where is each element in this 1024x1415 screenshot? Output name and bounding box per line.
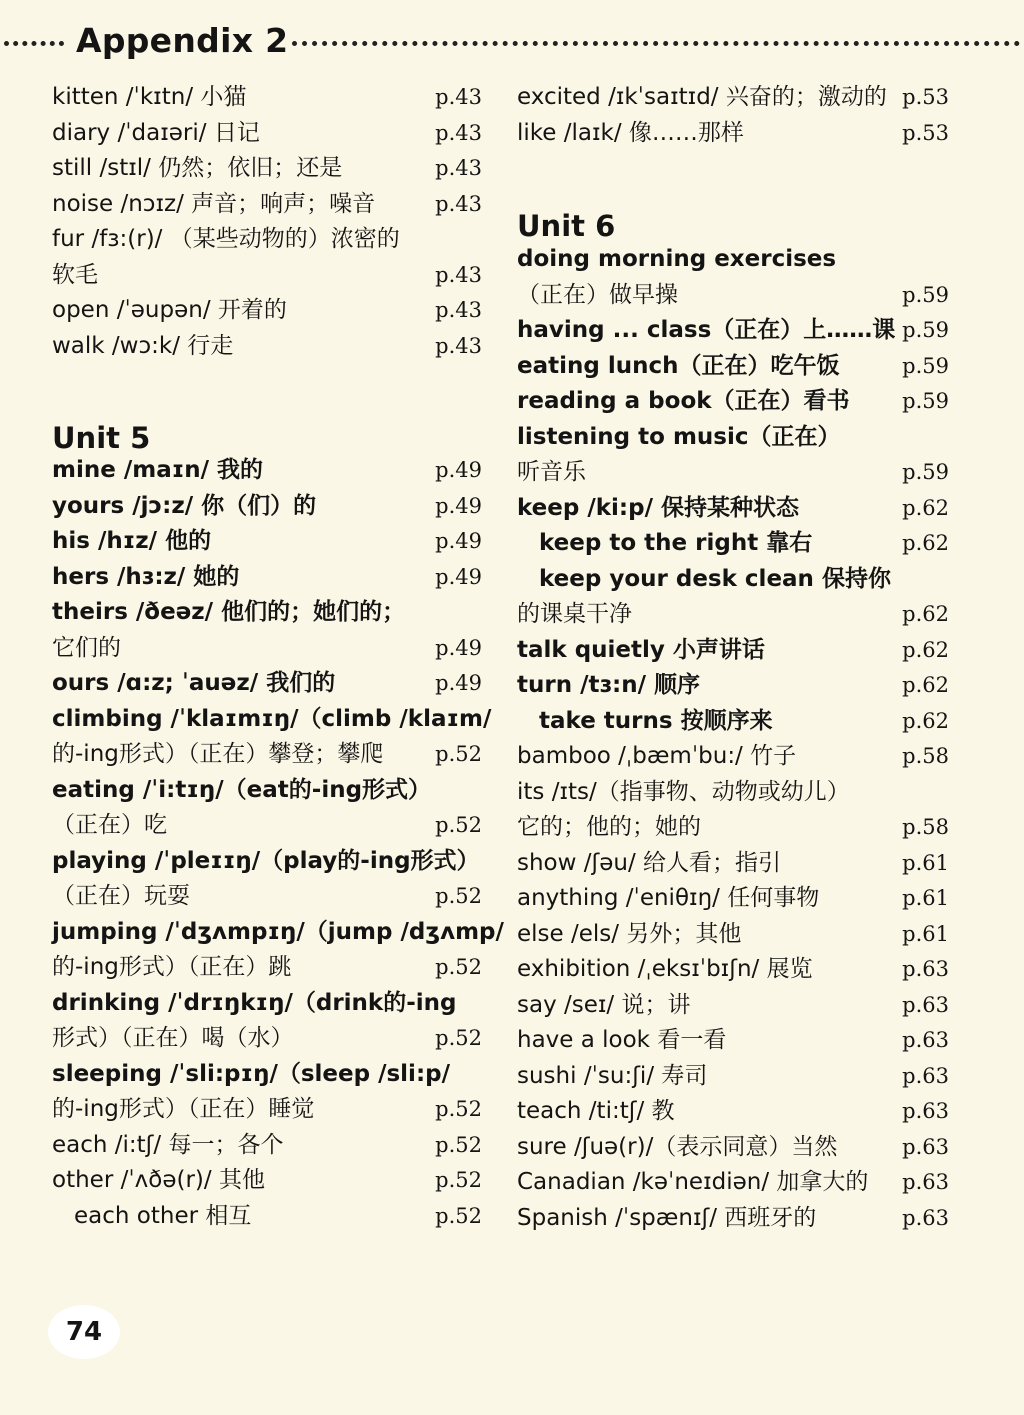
vocab-page: p.52	[435, 1168, 482, 1192]
vocab-entry	[517, 739, 949, 773]
vocab-page: p.53	[902, 85, 949, 109]
vocab-entry	[517, 810, 949, 844]
vocab-entry	[517, 1201, 949, 1235]
vocab-entry	[52, 293, 482, 327]
vocab-page: p.62	[902, 673, 949, 697]
vocab-text: 的-ing形式）（正在）跳	[52, 954, 292, 980]
vocab-text: noise /nɔɪz/ 声音；响声；噪音	[52, 190, 376, 217]
vocab-text: open /ˈəupən/ 开着的	[52, 297, 287, 323]
vocab-entry	[517, 455, 949, 489]
vocab-text: each /i:tʃ/ 每一；各个	[52, 1131, 284, 1158]
vocab-text: bamboo /ˌbæmˈbu:/ 竹子	[517, 743, 797, 769]
appendix-title: Appendix 2	[76, 21, 289, 60]
page-number: 74	[48, 1305, 120, 1359]
vocab-page: p.52	[435, 742, 482, 766]
vocab-text: 形式）（正在）喝（水）	[52, 1025, 294, 1051]
vocab-entry	[52, 844, 482, 878]
vocab-page: p.63	[902, 1028, 949, 1052]
vocab-entry	[52, 453, 482, 487]
vocab-page: p.58	[902, 815, 949, 839]
vocab-page: p.62	[902, 637, 949, 662]
vocab-entry	[517, 562, 949, 596]
vocab-page: p.52	[435, 1203, 482, 1228]
vocab-text: hers /hɜ:z/ 她的	[52, 563, 240, 590]
vocab-page: p.63	[902, 992, 949, 1017]
vocab-text: 它们的	[52, 634, 121, 661]
vocab-entry	[517, 526, 949, 560]
vocab-entry	[52, 879, 482, 913]
vocab-text: take turns 按顺序来	[539, 707, 773, 734]
vocab-entry	[517, 384, 949, 418]
vocab-page: p.63	[902, 1134, 949, 1159]
vocab-page: p.52	[435, 813, 482, 837]
vocab-entry	[517, 349, 949, 383]
vocab-entry	[517, 1130, 949, 1164]
vocab-entry	[52, 80, 482, 114]
vocab-entry	[517, 313, 949, 347]
vocab-page: p.49	[435, 564, 482, 589]
vocab-page: p.63	[902, 1099, 949, 1123]
vocab-entry	[517, 597, 949, 631]
vocab-text: having ... class（正在）上……课	[517, 317, 896, 343]
vocab-text: diary /ˈdaɪəri/ 日记	[52, 119, 260, 146]
vocab-text: sure /ʃuə(r)/（表示同意）当然	[517, 1133, 838, 1160]
vocab-entry	[52, 187, 482, 221]
vocab-text: each other 相互	[74, 1202, 252, 1229]
vocab-entry	[517, 420, 949, 454]
vocab-text: theirs /ðeəz/ 他们的；她们的；	[52, 599, 406, 625]
vocab-entry	[52, 595, 482, 629]
vocab-text: talk quietly 小声讲话	[517, 636, 765, 663]
vocab-page: p.52	[435, 1026, 482, 1050]
vocab-page: p.49	[435, 493, 482, 518]
vocab-text: have a look 看一看	[517, 1027, 727, 1053]
vocab-page: p.53	[902, 120, 949, 145]
vocab-text: reading a book（正在）看书	[517, 388, 850, 414]
vocab-entry	[517, 775, 949, 809]
vocab-text: exhibition /ˌeksɪˈbɪʃn/ 展览	[517, 956, 813, 982]
vocab-entry	[517, 1094, 949, 1128]
vocab-entry	[517, 988, 949, 1022]
vocab-entry	[517, 881, 949, 915]
vocab-entry	[52, 560, 482, 594]
vocab-page: p.49	[435, 458, 482, 482]
vocab-page: p.63	[902, 957, 949, 981]
vocab-text: walk /wɔ:k/ 行走	[52, 332, 234, 359]
vocab-page: p.49	[435, 635, 482, 660]
vocab-page: p.43	[435, 191, 482, 216]
vocab-text: 听音乐	[517, 459, 586, 485]
vocab-page: p.63	[902, 1170, 949, 1194]
vocab-page: p.59	[902, 389, 949, 413]
vocab-entry	[52, 702, 492, 736]
vocab-page: p.43	[435, 120, 482, 145]
vocab-text: like /laɪk/ 像……那样	[517, 119, 744, 146]
vocab-entry	[517, 1165, 949, 1199]
vocab-page: p.52	[435, 1097, 482, 1121]
vocab-entry	[52, 524, 482, 558]
vocab-text: turn /tɜ:n/ 顺序	[517, 672, 701, 698]
vocab-entry	[52, 1021, 482, 1055]
vocab-entry	[517, 278, 949, 312]
vocab-entry	[52, 151, 482, 185]
vocab-entry	[52, 1092, 482, 1126]
vocab-entry	[517, 917, 949, 951]
vocab-text: （正在）玩耍	[52, 883, 190, 909]
vocab-page: p.62	[902, 602, 949, 626]
vocab-entry	[517, 80, 949, 114]
vocab-page: p.43	[435, 333, 482, 358]
vocab-text: fur /fɜ:(r)/ （某些动物的）浓密的	[52, 226, 400, 252]
vocab-text: 它的；他的；她的	[517, 814, 701, 840]
vocab-entry	[517, 952, 949, 986]
header-dots-right	[292, 41, 1020, 46]
vocab-entry	[517, 116, 949, 150]
vocab-page: p.59	[902, 282, 949, 307]
vocab-page: p.43	[435, 262, 482, 287]
vocab-text: keep to the right 靠右	[539, 530, 813, 556]
vocab-text: still /stɪl/ 仍然；依旧；还是	[52, 155, 343, 181]
vocab-entry	[52, 666, 482, 700]
vocab-page: p.62	[902, 531, 949, 555]
unit5-title: Unit 5	[52, 421, 151, 455]
vocab-text: sushi /ˈsu:ʃi/ 寿司	[517, 1062, 708, 1089]
vocab-text: excited /ɪkˈsaɪtɪd/ 兴奋的；激动的	[517, 84, 887, 110]
vocab-page: p.59	[902, 460, 949, 484]
vocab-page: p.58	[902, 744, 949, 768]
vocab-entry	[52, 950, 482, 984]
vocab-text: his /hɪz/ 他的	[52, 528, 212, 554]
vocab-entry	[52, 808, 482, 842]
vocab-entry	[52, 773, 482, 807]
vocab-text: else /els/ 另外；其他	[517, 920, 742, 947]
vocab-text: eating lunch（正在）吃午饭	[517, 352, 840, 379]
vocab-text: eating /ˈi:tɪŋ/（eat的-ing形式）	[52, 776, 432, 803]
vocab-text: 的课桌干净	[517, 601, 632, 627]
vocab-text: playing /ˈpleɪɪŋ/（play的-ing形式）	[52, 847, 480, 874]
vocab-text: ours /ɑ:z; ˈauəz/ 我们的	[52, 670, 336, 696]
vocab-text: Spanish /ˈspænɪʃ/ 西班牙的	[517, 1204, 817, 1231]
vocab-text: Canadian /kəˈneɪdiən/ 加拿大的	[517, 1169, 869, 1195]
vocab-page: p.59	[902, 318, 949, 342]
vocab-entry	[52, 1057, 482, 1091]
vocab-text: （正在）做早操	[517, 281, 678, 308]
vocab-text: 软毛	[52, 261, 98, 288]
vocab-entry	[517, 242, 949, 276]
vocab-text: its /ɪts/（指事物、动物或幼儿）	[517, 778, 850, 805]
vocab-text: jumping /ˈdʒʌmpɪŋ/（jump /dʒʌmp/	[52, 918, 504, 945]
vocab-text: keep your desk clean 保持你	[539, 565, 891, 592]
vocab-entry	[517, 668, 949, 702]
vocab-page: p.43	[435, 298, 482, 322]
vocab-page: p.52	[435, 884, 482, 908]
vocab-text: keep /ki:p/ 保持某种状态	[517, 494, 799, 521]
vocab-page: p.61	[902, 850, 949, 875]
vocab-text: 的-ing形式）（正在）攀登；攀爬	[52, 741, 384, 767]
vocab-entry	[517, 491, 949, 525]
vocab-text: 的-ing形式）（正在）睡觉	[52, 1096, 315, 1122]
vocab-text: kitten /ˈkɪtn/ 小猫	[52, 84, 247, 110]
vocab-entry	[52, 915, 504, 949]
vocab-entry	[52, 1163, 482, 1197]
vocab-page: p.43	[435, 156, 482, 180]
vocab-page: p.49	[435, 529, 482, 553]
vocab-text: doing morning exercises	[517, 246, 837, 272]
vocab-entry	[517, 1059, 949, 1093]
vocab-text: anything /ˈeniθɪŋ/ 任何事物	[517, 885, 820, 911]
vocab-text: listening to music（正在）	[517, 423, 841, 450]
vocab-entry	[517, 846, 949, 880]
vocab-page: p.61	[902, 886, 949, 910]
vocab-page: p.59	[902, 353, 949, 378]
vocab-text: mine /maɪn/ 我的	[52, 457, 264, 483]
vocab-page: p.62	[902, 708, 949, 733]
vocab-entry	[52, 1128, 482, 1162]
vocab-text: climbing /ˈklaɪmɪŋ/（climb /klaɪm/	[52, 705, 492, 732]
vocab-entry	[52, 986, 482, 1020]
vocab-entry	[52, 737, 482, 771]
vocab-page: p.62	[902, 495, 949, 520]
vocab-entry	[517, 704, 949, 738]
vocab-entry	[52, 222, 482, 256]
vocab-page: p.61	[902, 921, 949, 946]
vocab-entry	[52, 489, 482, 523]
page-header	[0, 18, 1024, 66]
vocab-page: p.63	[902, 1205, 949, 1230]
vocab-text: other /ˈʌðə(r)/ 其他	[52, 1167, 265, 1193]
vocab-entry	[52, 631, 482, 665]
vocab-entry	[52, 116, 482, 150]
vocab-text: sleeping /ˈsli:pɪŋ/（sleep /sli:p/	[52, 1060, 451, 1087]
vocab-entry	[52, 1199, 482, 1233]
vocab-page: p.63	[902, 1063, 949, 1088]
vocab-page: p.49	[435, 671, 482, 695]
vocab-page: p.52	[435, 1132, 482, 1157]
vocab-text: show /ʃəu/ 给人看；指引	[517, 849, 782, 876]
vocab-text: drinking /ˈdrɪŋkɪŋ/（drink的-ing	[52, 989, 457, 1016]
vocab-page: p.43	[435, 85, 482, 109]
header-dots-left	[4, 41, 64, 46]
vocab-entry	[52, 258, 482, 292]
unit6-title: Unit 6	[517, 209, 616, 243]
vocab-entry	[517, 1023, 949, 1057]
vocab-text: say /seɪ/ 说；讲	[517, 991, 691, 1018]
vocab-text: （正在）吃	[52, 812, 167, 838]
vocab-entry	[517, 633, 949, 667]
vocab-entry	[52, 329, 482, 363]
vocab-text: teach /ti:tʃ/ 教	[517, 1098, 675, 1124]
vocab-page: p.52	[435, 955, 482, 979]
vocab-text: yours /jɔ:z/ 你（们）的	[52, 492, 317, 519]
